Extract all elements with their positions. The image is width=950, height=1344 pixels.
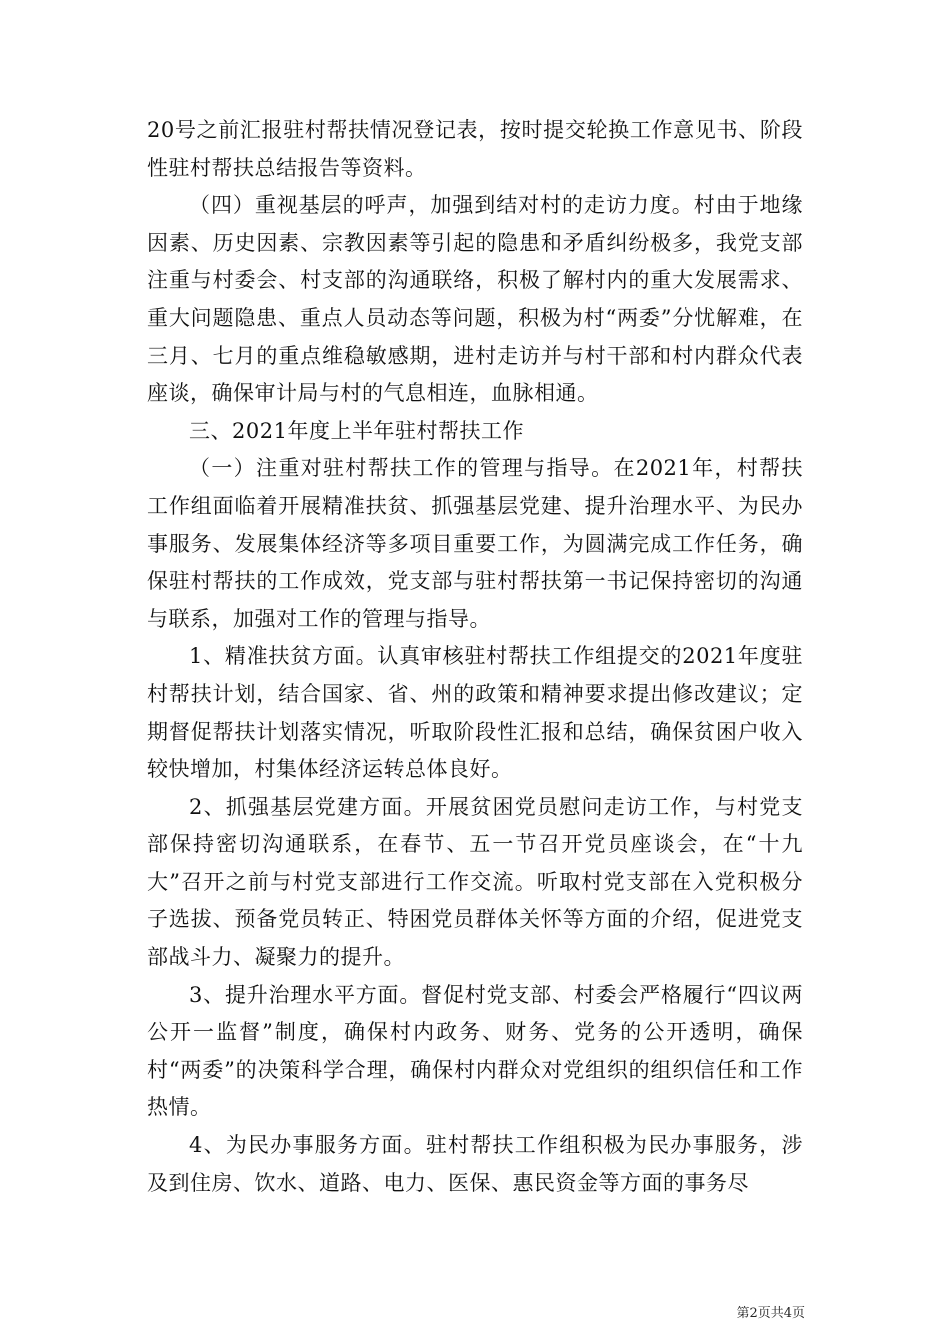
paragraph-continued: 20号之前汇报驻村帮扶情况登记表，按时提交轮换工作意见书、阶段性驻村帮扶总结报告等资料。 [147, 118, 803, 180]
paragraph-subsection-one: （一）注重对驻村帮扶工作的管理与指导。在2021年，村帮扶工作组面临着开展精准扶贫、抓强基层党建、提升治理水平、为民办事服务、发展集体经济等多项目重要工作，为圆满完成工作任务，确保驻村帮扶的工作成效，党支部与驻村帮扶第一书记保持密切的沟通与联系，加强对工作的管理与指导。 [147, 456, 803, 631]
paragraph-section-four: （四）重视基层的呼声，加强到结对村的走访力度。村由于地缘因素、历史因素、宗教因素等引起的隐患和矛盾纠纷极多，我党支部注重与村委会、村支部的沟通联络，积极了解村内的重大发展需求、重大问题隐患、重点人员动态等问题，积极为村“两委”分忧解难，在三月、七月的重点维稳敏感期，进村走访并与村干部和村内群众代表座谈，确保审计局与村的气息相连，血脉相通。 [147, 193, 803, 406]
document-body [147, 112, 803, 1202]
paragraph-item-3: 3、提升治理水平方面。督促村党支部、村委会严格履行“四议两公开一监督”制度，确保村内政务、财务、党务的公开透明，确保村“两委”的决策科学合理，确保村内群众对党组织的组织信任和工作热情。 [147, 982, 803, 1120]
section-heading-3: 三、2021年度上半年驻村帮扶工作 [189, 418, 524, 443]
paragraph-item-1: 1、精准扶贫方面。认真审核驻村帮扶工作组提交的2021年度驻村帮扶计划，结合国家、省、州的政策和精神要求提出修改建议；定期督促帮扶计划落实情况，听取阶段性汇报和总结，确保贫困户收入较快增加，村集体经济运转总体良好。 [147, 644, 803, 782]
paragraph-item-4: 4、为民办事服务方面。驻村帮扶工作组积极为民办事服务，涉及到住房、饮水、道路、电力、医保、惠民资金等方面的事务尽 [147, 1133, 803, 1195]
paragraph-item-2: 2、抓强基层党建方面。开展贫困党员慰问走访工作，与村党支部保持密切沟通联系，在春节、五一节召开党员座谈会，在“十九大”召开之前与村党支部进行工作交流。听取村党支部在入党积极分子选拔、预备党员转正、特困党员群体关怀等方面的介绍，促进党支部战斗力、凝聚力的提升。 [147, 794, 803, 970]
page-number: 第2页共4页 [736, 1306, 805, 1321]
